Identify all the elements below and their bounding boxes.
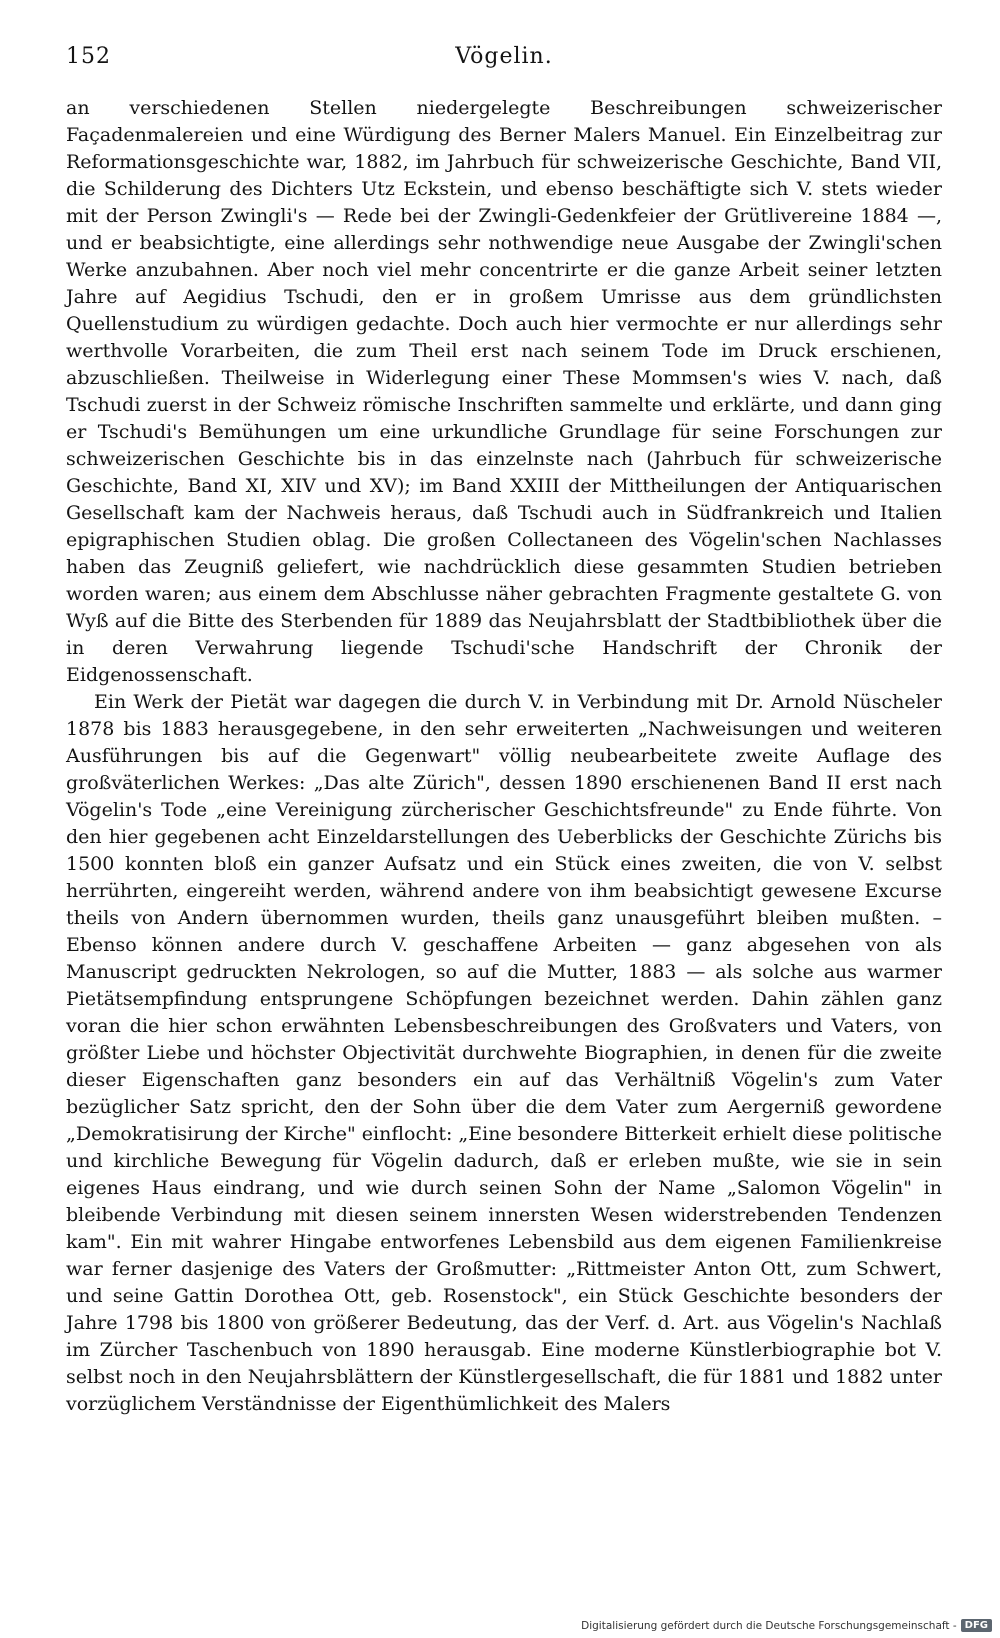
digitization-footer: [581, 1619, 992, 1632]
paragraph-1: an verschiedenen Stellen niedergelegte Beschreibungen schweizerischer Façadenmalereien und eine Würdigung des Berner Malers Manuel. Ein Einzelbeitrag zur Reformationsgeschichte war, 1882, im Jahrbuch für schweizerische Geschichte, Band VII, die Schilderung des Dichters Utz Eckstein, und ebenso beschäftigte sich V. stets wieder mit der Person Zwingli's — Rede bei der Zwingli-Gedenkfeier der Grütlivereine 1884 —, und er beabsichtigte, eine allerdings sehr nothwendige neue Ausgabe der Zwingli'schen Werke anzubahnen. Aber noch viel mehr concentrirte er die ganze Arbeit seiner letzten Jahre auf Aegidius Tschudi, den er in großem Umrisse aus dem gründlichsten Quellenstudium zu würdigen gedachte. Doch auch hier vermochte er nur allerdings sehr werthvolle Vorarbeiten, die zum Theil erst nach seinem Tode im Druck erschienen, abzuschließen. Theilweise in Widerlegung einer These Mommsen's wies V. nach, daß Tschudi zuerst in der Schweiz römische Inschriften sammelte und erklärte, und dann ging er Tschudi's Bemühungen um eine urkundliche Grundlage für seine Forschungen zur schweizerischen Geschichte bis in das einzelnste nach (Jahrbuch für schweizerische Geschichte, Band XI, XIV und XV); im Band XXIII der Mittheilungen der Antiquarischen Gesellschaft kam der Nachweis heraus, daß Tschudi auch in Südfrankreich und Italien epigraphischen Studien oblag. Die großen Collectaneen des Vögelin'schen Nachlasses haben das Zeugniß geliefert, wie nachdrücklich diese gesammten Studien betrieben worden waren; aus einem dem Abschlusse näher gebrachten Fragmente gestaltete G. von Wyß auf die Bitte des Sterbenden für 1889 das Neujahrsblatt der Stadtbibliothek über die in deren Verwahrung liegende Tschudi'sche Handschrift der Chronik der Eidgenossenschaft.: [66, 97, 942, 686]
running-title: Vögelin.: [455, 44, 553, 69]
dfg-logo-icon: DFG: [961, 1619, 992, 1632]
page-header: [66, 44, 942, 84]
body-text: [66, 95, 942, 1418]
page-number: 152: [66, 44, 111, 69]
funding-note: Digitalisierung gefördert durch die Deutsche Forschungsgemeinschaft -: [581, 1619, 957, 1632]
paragraph-2: Ein Werk der Pietät war dagegen die durch V. in Verbindung mit Dr. Arnold Nüscheler 1878 bis 1883 herausgegebene, in den sehr erweiterten „Nachweisungen und weiteren Ausführungen bis auf die Gegenwart" völlig neubearbeitete zweite Auflage des großväterlichen Werkes: „Das alte Zürich", dessen 1890 erschienenen Band II erst nach Vögelin's Tode „eine Vereinigung zürcherischer Geschichtsfreunde" zu Ende führte. Von den hier gegebenen acht Einzeldarstellungen des Ueberblicks der Geschichte Zürichs bis 1500 konnten bloß ein ganzer Aufsatz und ein Stück eines zweiten, die von V. selbst herrührten, eingereiht werden, während andere von ihm beabsichtigt gewesene Excurse theils von Andern übernommen wurden, theils ganz unausgeführt bleiben mußten. – Ebenso können andere durch V. geschaffene Arbeiten — ganz abgesehen von als Manuscript gedruckten Nekrologen, so auf die Mutter, 1883 — als solche aus warmer Pietätsempfindung entsprungene Schöpfungen bezeichnet werden. Dahin zählen ganz voran die hier schon erwähnten Lebensbeschreibungen des Großvaters und Vaters, von größter Liebe und höchster Objectivität durchwehte Biographien, in denen für die zweite dieser Eigenschaften ganz besonders ein auf das Verhältniß Vögelin's zum Vater bezüglicher Satz spricht, den der Sohn über die dem Vater zum Aergerniß gewordene „Demokratisirung der Kirche" einflocht: „Eine besondere Bitterkeit erhielt diese politische und kirchliche Bewegung für Vögelin dadurch, daß er erleben mußte, wie sie in sein eigenes Haus eindrang, und wie durch seinen Sohn der Name „Salomon Vögelin" in bleibende Verbindung mit diesen seinem innersten Wesen widerstrebenden Tendenzen kam". Ein mit wahrer Hingabe entworfenes Lebensbild aus dem eigenen Familienkreise war ferner dasjenige des Vaters der Großmutter: „Rittmeister Anton Ott, zum Schwert, und seine Gattin Dorothea Ott, geb. Rosenstock", ein Stück Geschichte besonders der Jahre 1798 bis 1800 von größerer Bedeutung, das der Verf. d. Art. aus Vögelin's Nachlaß im Zürcher Taschenbuch von 1890 herausgab. Eine moderne Künstlerbiographie bot V. selbst noch in den Neujahrsblättern der Künstlergesellschaft, die für 1881 und 1882 unter vorzüglichem Verständnisse der Eigenthümlichkeit des Malers: [66, 691, 942, 1415]
